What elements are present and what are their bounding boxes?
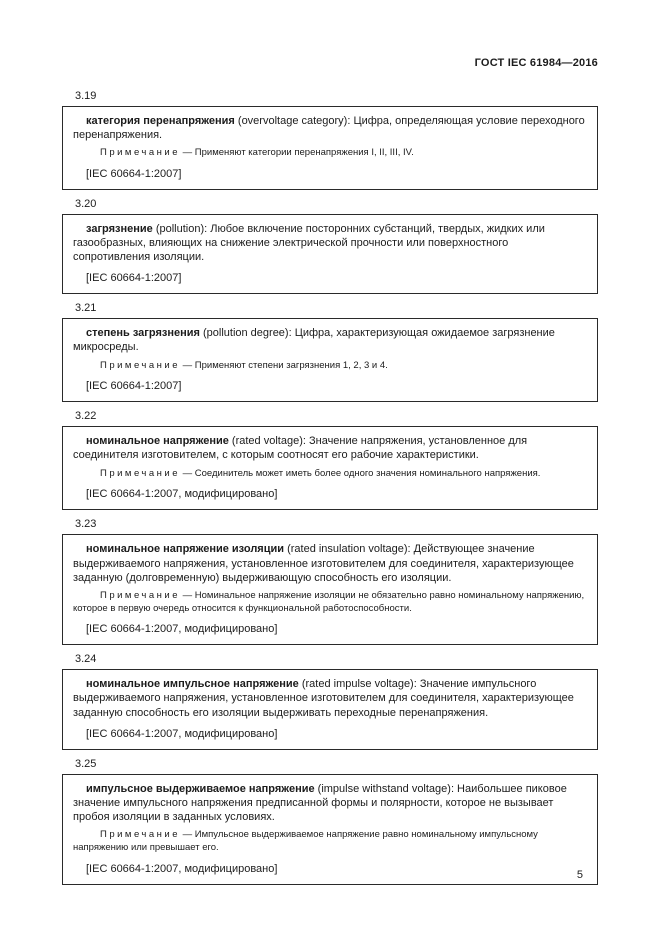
note-label: Примечание — [100, 828, 180, 840]
definition-entry — [62, 198, 598, 294]
source-reference: [IEC 60664-1:2007] — [86, 167, 182, 180]
clause-number: 3.19 — [75, 90, 97, 102]
definition-box — [62, 669, 598, 749]
clause-number: 3.21 — [75, 302, 97, 315]
term-text: номинальное импульсное напряжение — [86, 678, 299, 691]
term-text: степень загрязнения — [86, 327, 200, 340]
note-body: — Номинальное напряжение изоляции не обязательно равно номинальному напряжению, которое в первую очередь относится к функциональной работоспособности. — [73, 589, 585, 614]
note-paragraph — [73, 590, 587, 616]
term-text: загрязнение — [86, 223, 153, 236]
definition-text: (overvoltage category): Цифра, определяющая условие переходного перенапряжения. — [73, 115, 585, 142]
definition-entry — [62, 90, 598, 190]
definition-box — [62, 534, 598, 645]
page-number: 5 — [576, 869, 583, 881]
clause-number: 3.25 — [75, 757, 97, 770]
note-label: Примечание — [100, 589, 180, 601]
definition-box — [62, 426, 598, 510]
clause-number: 3.20 — [75, 198, 97, 211]
definition-paragraph — [73, 222, 587, 264]
source-reference: [IEC 60664-1:2007] — [86, 272, 182, 285]
term-text: категория перенапряжения — [86, 115, 235, 127]
note-paragraph — [73, 829, 587, 855]
definition-text: (rated insulation voltage): Действующее значение выдерживаемого напряжения, установленное изготовителем для соединителя, характеризующее заданную (долговременную) выдерживающую способность его изоляции. — [73, 543, 574, 584]
definition-paragraph — [73, 782, 587, 824]
definition-paragraph — [73, 114, 587, 142]
definition-text: (pollution): Любое включение посторонних субстанций, твердых, жидких или газообразных, влияющих на снижение электрической прочности или поверхностного сопротивления изоляции. — [73, 223, 545, 264]
note-paragraph — [73, 360, 587, 373]
note-label: Примечание — [100, 147, 180, 159]
term-text: номинальное напряжение изоляции — [86, 543, 285, 556]
definition-text: (rated impulse voltage): Значение импульсного выдерживаемого напряжения, установленное изготовителем для соединителя, характеризующее заданную способность его изоляции выдерживать переходные перенапряжения. — [73, 678, 574, 719]
clause-number: 3.24 — [75, 653, 97, 666]
definition-paragraph — [73, 326, 587, 354]
definition-text: (rated voltage): Значение напряжения, установленное для соединителя изготовителем, с которым соотносят его рабочие характеристики. — [73, 435, 528, 462]
source-reference: [IEC 60664-1:2007, модифицировано] — [86, 727, 278, 740]
note-body: — Применяют категории перенапряжения I, II, III, IV. — [182, 147, 414, 159]
source-reference: [IEC 60664-1:2007, модифицировано] — [86, 488, 278, 501]
definition-entry — [62, 302, 598, 402]
source-reference: [IEC 60664-1:2007, модифицировано] — [86, 862, 278, 875]
definition-paragraph — [73, 542, 587, 584]
document-header-title: ГОСТ IEC 61984—2016 — [474, 57, 598, 69]
definition-paragraph — [73, 677, 587, 719]
note-label: Примечание — [100, 467, 180, 479]
clause-number: 3.23 — [75, 518, 97, 531]
source-reference: [IEC 60664-1:2007] — [86, 380, 182, 393]
definition-entry — [62, 518, 598, 645]
note-body: — Соединитель может иметь более одного значения номинального напряжения. — [182, 467, 541, 479]
definition-entry — [62, 410, 598, 510]
note-paragraph — [73, 468, 587, 481]
definition-entry — [62, 758, 598, 885]
term-text: импульсное выдерживаемое напряжение — [86, 782, 315, 795]
source-reference: [IEC 60664-1:2007, модифицировано] — [86, 623, 278, 636]
definition-box — [62, 318, 598, 402]
definition-box — [62, 214, 598, 294]
term-text: номинальное напряжение — [86, 435, 229, 448]
note-paragraph — [73, 147, 587, 160]
definition-entry — [62, 653, 598, 749]
definition-box — [62, 774, 598, 885]
note-body: — Применяют степени загрязнения 1, 2, 3 и 4. — [182, 359, 388, 371]
definition-box — [62, 106, 598, 190]
definition-text: (pollution degree): Цифра, характеризующая ожидаемое загрязнение микросреды. — [73, 327, 555, 354]
note-label: Примечание — [100, 359, 180, 371]
definitions-list — [62, 90, 598, 885]
note-body: — Импульсное выдерживаемое напряжение равно номинальному импульсному напряжению или превышает его. — [73, 828, 538, 853]
definition-text: (impulse withstand voltage): Наибольшее пиковое значение импульсного напряжения предписанной формы и полярности, которое не вызывает пробоя изоляции в заданных условиях. — [73, 782, 567, 823]
clause-number: 3.22 — [75, 410, 97, 423]
definition-paragraph — [73, 434, 587, 462]
